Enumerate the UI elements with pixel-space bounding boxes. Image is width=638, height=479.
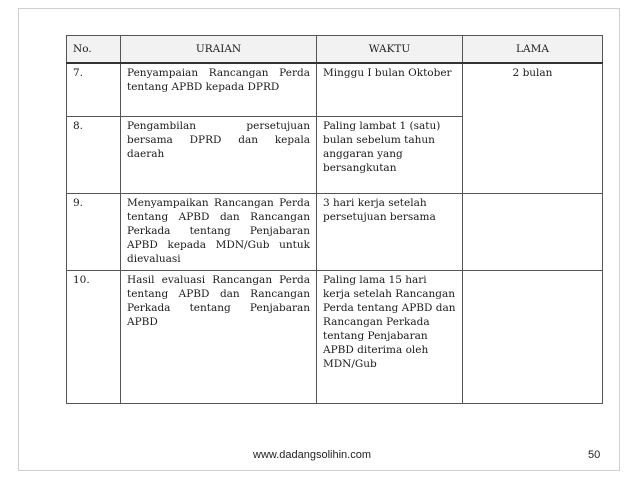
row-uraian: Hasil evaluasi Rancangan Perda tentang APBD dan Rancangan Perkada tentang Penjabaran APBD <box>121 271 317 404</box>
row-lama-empty <box>463 271 603 404</box>
header-waktu: WAKTU <box>317 36 463 64</box>
row-waktu: Paling lama 15 hari kerja setelah Rancangan Perda tentang APBD dan Rancangan Perkada tentang Penjabaran APBD diterima oleh MDN/Gub <box>317 271 463 404</box>
row-lama-empty <box>463 194 603 271</box>
row-waktu: Minggu I bulan Oktober <box>317 63 463 117</box>
table-row <box>67 271 603 404</box>
row-number: 9. <box>67 194 121 271</box>
header-lama: LAMA <box>463 36 603 64</box>
row-number: 7. <box>67 63 121 117</box>
row-waktu: 3 hari kerja setelah persetujuan bersama <box>317 194 463 271</box>
footer-website: www.dadangsolihin.com <box>253 449 372 461</box>
table-header-row <box>67 36 603 64</box>
row-uraian: Penyampaian Rancangan Perda tentang APBD kepada DPRD <box>121 63 317 117</box>
table-row <box>67 194 603 271</box>
header-no: No. <box>67 36 121 64</box>
page-number: 50 <box>588 449 601 461</box>
row-uraian: Pengambilan persetujuan bersama DPRD dan kepala daerah <box>121 117 317 194</box>
table-row <box>67 63 603 117</box>
row-number: 10. <box>67 271 121 404</box>
schedule-table <box>66 35 603 404</box>
header-uraian: URAIAN <box>121 36 317 64</box>
row-lama: 2 bulan <box>463 63 603 194</box>
row-number: 8. <box>67 117 121 194</box>
row-waktu: Paling lambat 1 (satu) bulan sebelum tahun anggaran yang bersangkutan <box>317 117 463 194</box>
row-uraian: Menyampaikan Rancangan Perda tentang APBD dan Rancangan Perkada tentang Penjabaran APBD kepada MDN/Gub untuk dievaluasi <box>121 194 317 271</box>
